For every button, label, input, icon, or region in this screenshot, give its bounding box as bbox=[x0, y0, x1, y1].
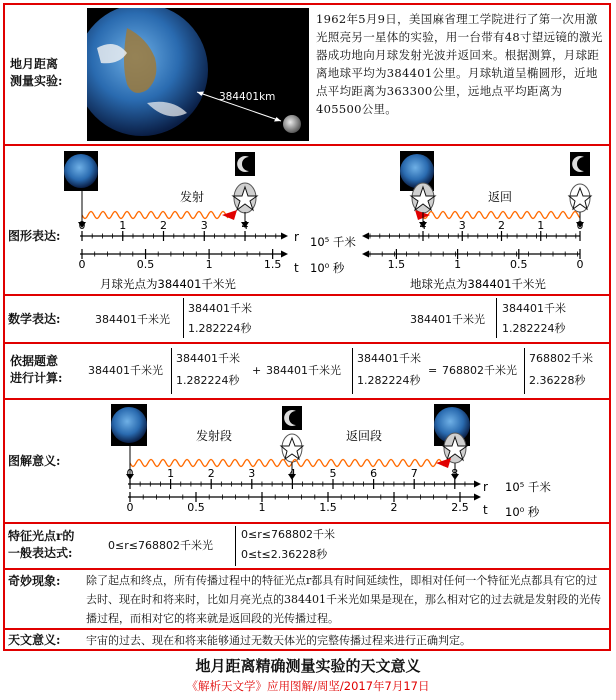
r-axis-tick-label: 3 bbox=[458, 219, 466, 232]
meaning-label: 图解意义: bbox=[8, 454, 61, 468]
t-axis-tick-label: 1.5 bbox=[387, 258, 406, 271]
astro-text: 宇宙的过去、现在和将来能够通过无数天体光的完整传播过程来进行正确判定。 bbox=[86, 634, 471, 647]
t-axis-tick-label: 0.5 bbox=[187, 501, 205, 514]
photo-distance-label: 384401km bbox=[219, 91, 276, 103]
page-title: 地月距离精确测量实验的天文意义 bbox=[195, 657, 421, 675]
t-axis-arrow bbox=[281, 251, 288, 258]
t-axis-tick-label: 1 bbox=[205, 258, 213, 271]
t-axis-tick-label: 1.5 bbox=[319, 501, 337, 514]
meaning-diagram bbox=[100, 400, 605, 522]
light-wave bbox=[422, 212, 580, 219]
r-symbol: r bbox=[294, 230, 299, 244]
divider bbox=[3, 628, 611, 630]
t-axis-tick-label: 2.5 bbox=[451, 501, 469, 514]
graphic-label: 图形表达: bbox=[8, 229, 61, 243]
t-axis-tick-label: 2 bbox=[390, 501, 398, 514]
t-axis-tick-label: 0 bbox=[126, 501, 134, 514]
r-axis-tick-label: 1 bbox=[537, 219, 545, 232]
condition-bar bbox=[235, 526, 236, 566]
r-axis-tick-label: 1 bbox=[119, 219, 127, 232]
r-unit: 10⁵ 千米 bbox=[310, 235, 356, 249]
t-axis-tick-label: 1 bbox=[454, 258, 462, 271]
r-unit: 10⁵ 千米 bbox=[505, 480, 551, 494]
wonder-text: 除了起点和终点，所有传播过程中的特征光点r都具有时间延续性，即相对任何一个特征光点都具有它的过去时、现在时和将来时，比如月亮光点的384401千米光如果是现在，那么相对它的过去就是发射段的光传播过程，而相对它的将来就是返回段的光传播过程。 bbox=[86, 574, 601, 625]
calc-term1: 384401千米光 bbox=[88, 364, 163, 377]
r-axis-tick-label: 2 bbox=[207, 467, 215, 480]
r-axis-tick-label: 4 bbox=[419, 219, 427, 232]
condition-bar bbox=[524, 348, 525, 394]
r-axis-tick-label: 3 bbox=[248, 467, 256, 480]
astro-label: 天文意义: bbox=[8, 633, 61, 647]
calc-result-bottom: 2.36228秒 bbox=[529, 374, 586, 387]
left-t-axis bbox=[79, 249, 289, 271]
r-axis-arrow bbox=[281, 233, 288, 240]
return-label: 返回 bbox=[488, 190, 513, 204]
calc-term4-top: 384401千米 bbox=[357, 352, 421, 365]
left-r-axis bbox=[79, 219, 289, 241]
credit-line: 《解析天文学》应用图解/周坚/2017年7月17日 bbox=[186, 679, 430, 693]
divider bbox=[3, 522, 611, 524]
math-label: 数学表达: bbox=[8, 312, 61, 326]
t-axis-tick-label: 1.5 bbox=[263, 258, 282, 271]
feature-expression: 0≤r≤768802千米光 bbox=[108, 539, 213, 552]
moon-icon bbox=[283, 115, 301, 133]
calc-label: 依据题意 进行计算: bbox=[10, 354, 63, 385]
return-segment-label: 返回段 bbox=[346, 429, 383, 443]
condition-bar bbox=[171, 348, 172, 394]
r-axis-tick-label: 7 bbox=[410, 467, 418, 480]
r-axis-tick-label: 3 bbox=[200, 219, 208, 232]
t-unit: 10⁰ 秒 bbox=[310, 261, 345, 275]
t-unit: 10⁰ 秒 bbox=[505, 505, 540, 519]
r-axis-arrow bbox=[474, 481, 481, 488]
condition-bar bbox=[496, 298, 497, 338]
condition-bar bbox=[183, 298, 184, 338]
divider bbox=[3, 568, 611, 570]
earth-moon-photo bbox=[87, 8, 309, 141]
r-axis-tick-label: 1 bbox=[167, 467, 175, 480]
t-axis-arrow bbox=[474, 494, 481, 501]
r-symbol: r bbox=[483, 480, 488, 494]
calc-term2-bottom: 1.282224秒 bbox=[176, 374, 240, 387]
r-axis-tick-label: 4 bbox=[241, 219, 249, 232]
calc-term4-bottom: 1.282224秒 bbox=[357, 374, 421, 387]
r-axis-tick-label: 0 bbox=[126, 467, 134, 480]
math-left-top: 384401千米 bbox=[188, 302, 252, 315]
t-axis-tick-label: 0 bbox=[78, 258, 86, 271]
intro-paragraph: 1962年5月9日，美国麻省理工学院进行了第一次用激光照亮另一星体的实验，用一台带有48寸望远镜的激光器成功地向月球发射光波并返回来。根据测算，月球距离地球平均为384401公里。月球轨道呈椭圆形，近地点平均距离为363300公里，远地点平均距离为405500公里。 bbox=[316, 12, 603, 116]
right-t-axis bbox=[362, 249, 584, 271]
graphic-diagram bbox=[60, 146, 610, 294]
calc-result-top: 768802千米 bbox=[529, 352, 593, 365]
wonder-label: 奇妙现象: bbox=[8, 574, 61, 588]
plus-sign: + bbox=[252, 364, 262, 377]
t-axis-arrow bbox=[362, 251, 369, 258]
r-axis-arrow bbox=[362, 233, 369, 240]
math-left-bottom: 1.282224秒 bbox=[188, 322, 252, 335]
divider bbox=[3, 342, 611, 344]
math-right-main: 384401千米光 bbox=[410, 313, 485, 326]
emit-label: 发射 bbox=[180, 190, 205, 204]
feature-label: 特征光点r的 一般表达式: bbox=[8, 529, 75, 560]
condition-bar bbox=[352, 348, 353, 394]
r-axis-tick-label: 8 bbox=[451, 467, 459, 480]
r-axis-tick-label: 0 bbox=[576, 219, 584, 232]
feature-cond-top: 0≤r≤768802千米 bbox=[241, 528, 335, 541]
intro-label: 地月距离 测量实验: bbox=[10, 57, 63, 88]
light-wave bbox=[82, 212, 228, 219]
divider bbox=[3, 294, 611, 296]
r-axis-tick-label: 2 bbox=[160, 219, 167, 232]
calc-result: 768802千米光 bbox=[442, 364, 517, 377]
feature-cond-bottom: 0≤t≤2.36228秒 bbox=[241, 548, 328, 561]
r-axis-tick-label: 0 bbox=[78, 219, 86, 232]
t-axis-tick-label: 0.5 bbox=[136, 258, 155, 271]
t-axis-tick-label: 1 bbox=[258, 501, 266, 514]
emit-segment-label: 发射段 bbox=[196, 429, 233, 443]
r-axis-tick-label: 4 bbox=[288, 467, 296, 480]
math-right-bottom: 1.282224秒 bbox=[502, 322, 566, 335]
r-axis-tick-label: 6 bbox=[370, 467, 378, 480]
left-caption: 月球光点为384401千米光 bbox=[100, 277, 236, 291]
r-axis-tick-label: 2 bbox=[498, 219, 505, 232]
math-right-top: 384401千米 bbox=[502, 302, 566, 315]
calc-term3: 384401千米光 bbox=[266, 364, 341, 377]
t-symbol: t bbox=[294, 261, 299, 275]
meaning-r-axis bbox=[127, 467, 482, 489]
equals-sign: = bbox=[428, 364, 438, 377]
right-caption: 地球光点为384401千米光 bbox=[410, 277, 546, 291]
t-axis-tick-label: 0.5 bbox=[510, 258, 528, 271]
calc-term2-top: 384401千米 bbox=[176, 352, 240, 365]
r-axis-tick-label: 5 bbox=[329, 467, 337, 480]
right-r-axis bbox=[362, 219, 584, 241]
t-symbol: t bbox=[483, 503, 488, 517]
t-axis-tick-label: 0 bbox=[576, 258, 584, 271]
meaning-t-axis bbox=[127, 492, 482, 514]
math-left-main: 384401千米光 bbox=[95, 313, 170, 326]
